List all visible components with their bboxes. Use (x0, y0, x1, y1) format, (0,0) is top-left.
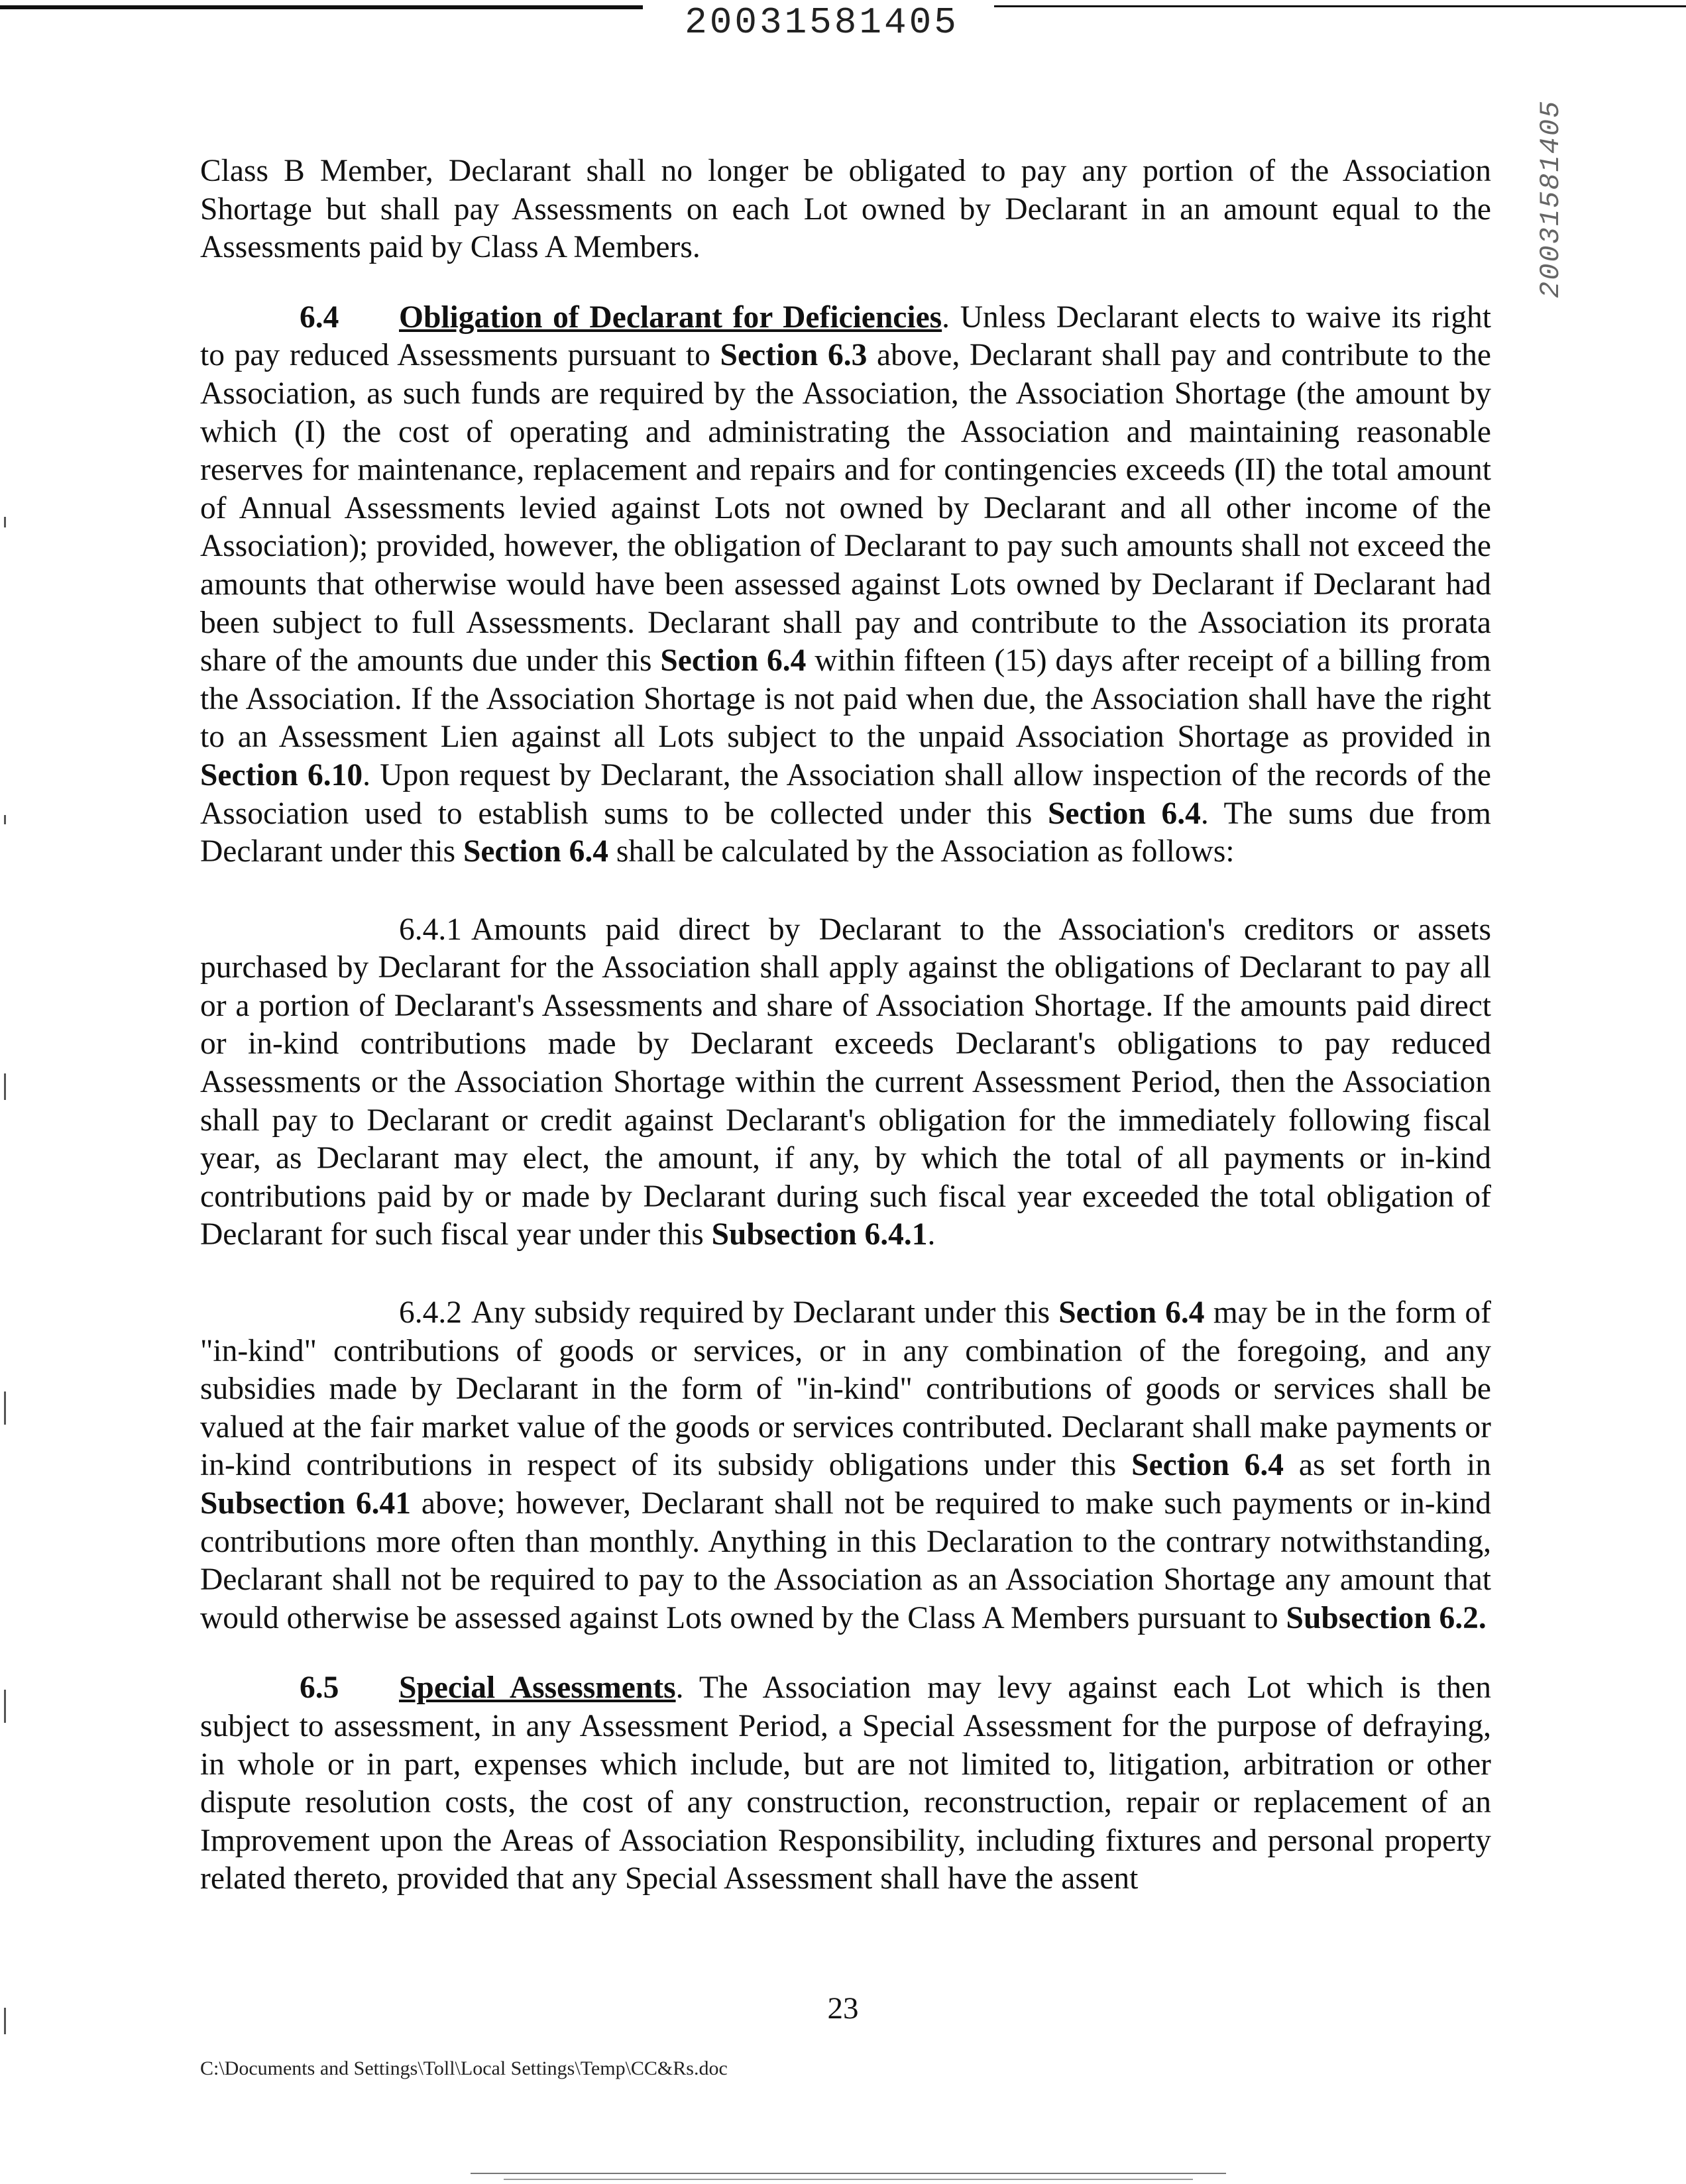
section-reference: Subsection 6.4.1 (711, 1217, 928, 1252)
document-id: 20031581405 (685, 1, 959, 44)
section-reference: Section 6.4 (1058, 1295, 1205, 1331)
top-rule-right (994, 5, 1686, 7)
section-6-4: 6.4 Obligation of Declarant for Deficiencies. Unless Declarant elects to waive its right to pay reduced Assessments pursuant to Section 6.3 above, Declarant shall pay and contribute to the Association, as such funds are required by the Association, the Association Shortage (the amount by which (I) the cost of operating and administrating the Association and maintaining reasonable reserves for maintenance, replacement and repairs and for contingencies exceeds (II) the total amount of Annual Assessments levied against Lots not owned by Declarant and all other income of the Association); provided, however, the obligation of Declarant to pay such amounts shall not exceed the amounts that otherwise would have been assessed against Lots owned by Declarant if Declarant had been subject to full Assessments. Declarant shall pay and contribute to the Association its prorata share of the amounts due under this Section 6.4 within fifteen (15) days after receipt of a billing from the Association. If the Association Shortage is not paid when due, the Association shall have the right to an Assessment Lien against all Lots subject to the unpaid Association Shortage as provided in Section 6.10. Upon request by Declarant, the Association shall allow inspection of the records of the Association used to establish sums to be collected under this Section 6.4. The sums due from Declarant under this Section 6.4 shall be calculated by the Association as follows: (200, 300, 1492, 869)
section-reference: Section 6.4 (1048, 796, 1201, 831)
section-reference: Section 6.4 (463, 834, 609, 869)
subsection-6-4-1: 6.4.1 Amounts paid direct by Declarant to the Association's creditors or assets purchased by Declarant for the Association shall apply against the obligations of Declarant to pay all or a portion of Declarant's Assessments and share of Association Shortage. If the amounts paid direct or in-kind contributions made by Declarant exceeds Declarant's obligations to pay reduced Assessments or the Association Shortage within the current Assessment Period, then the Association shall pay to Declarant or credit against Declarant's obligation for the immediately following fiscal year, as Declarant may elect, the amount, if any, by which the total of all payments or in-kind contributions paid by or made by Declarant during such fiscal year exceeded the total obligation of Declarant for such fiscal year under this Subsection 6.4.1. (200, 912, 1491, 1252)
section-reference: Section 6.4 (1131, 1448, 1284, 1483)
section-title: Obligation of Declarant for Deficiencies (399, 300, 942, 335)
file-path: C:\Documents and Settings\Toll\Local Settings\Temp\CC&Rs.doc (200, 2057, 728, 2079)
subsection-number: 6.4.1 (399, 912, 462, 947)
margin-mark (4, 1690, 6, 1723)
section-number: 6.4 (300, 300, 339, 335)
bottom-rule (471, 2173, 1226, 2174)
margin-mark (4, 1073, 6, 1100)
section-reference: Section 6.4 (660, 643, 807, 679)
section-reference: Section 6.10 (200, 757, 363, 792)
top-rule-left (0, 5, 643, 9)
document-body (200, 152, 1491, 1898)
margin-mark (4, 517, 6, 527)
margin-mark (4, 2008, 6, 2034)
section-reference: Section 6.3 (720, 338, 868, 373)
page-number: 23 (827, 1991, 859, 2026)
subsection-number: 6.4.2 (399, 1295, 462, 1331)
paragraph-continuation: Class B Member, Declarant shall no longer be obligated to pay any portion of the Association Shortage but shall pay Assessments on each Lot owned by Declarant in an amount equal to the Assessments paid by Class A Members. (200, 154, 1491, 265)
side-stamp: 20031581405 (1535, 99, 1567, 298)
subsection-6-4-2: 6.4.2 Any subsidy required by Declarant under this Section 6.4 may be in the form of "in-kind" contributions of goods or services, or in any combination of the foregoing, and any subsidies made by Declarant in the form of "in-kind" contributions of goods or services shall be valued at the fair market value of the goods or services contributed. Declarant shall make payments or in-kind contributions in respect of its subsidy obligations under this Section 6.4 as set forth in Subsection 6.41 above; however, Declarant shall not be required to make such payments or in-kind contributions more often than monthly. Anything in this Declaration to the contrary notwithstanding, Declarant shall not be required to pay to the Association as an Association Shortage any amount that would otherwise be assessed against Lots owned by the Class A Members pursuant to Subsection 6.2. (200, 1295, 1492, 1635)
section-reference: Subsection 6.41 (200, 1486, 412, 1521)
margin-mark (4, 815, 6, 824)
bottom-rule (504, 2179, 1193, 2180)
section-6-5: 6.5 Special Assessments. The Association may levy against each Lot which is then subject to assessment, in any Assessment Period, a Special Assessment for the purpose of defraying, in whole or in part, expenses which include, but are not limited to, litigation, arbitration or other dispute resolution costs, the cost of any construction, reconstruction, repair or replacement of an Improvement upon the Areas of Association Responsibility, including fixtures and personal property related thereto, provided that any Special Assessment shall have the assent (200, 1670, 1491, 1896)
margin-mark (4, 1392, 6, 1425)
section-title: Special Assessments (399, 1670, 676, 1706)
section-reference: Subsection 6.2. (1286, 1600, 1487, 1635)
section-number: 6.5 (300, 1670, 339, 1706)
